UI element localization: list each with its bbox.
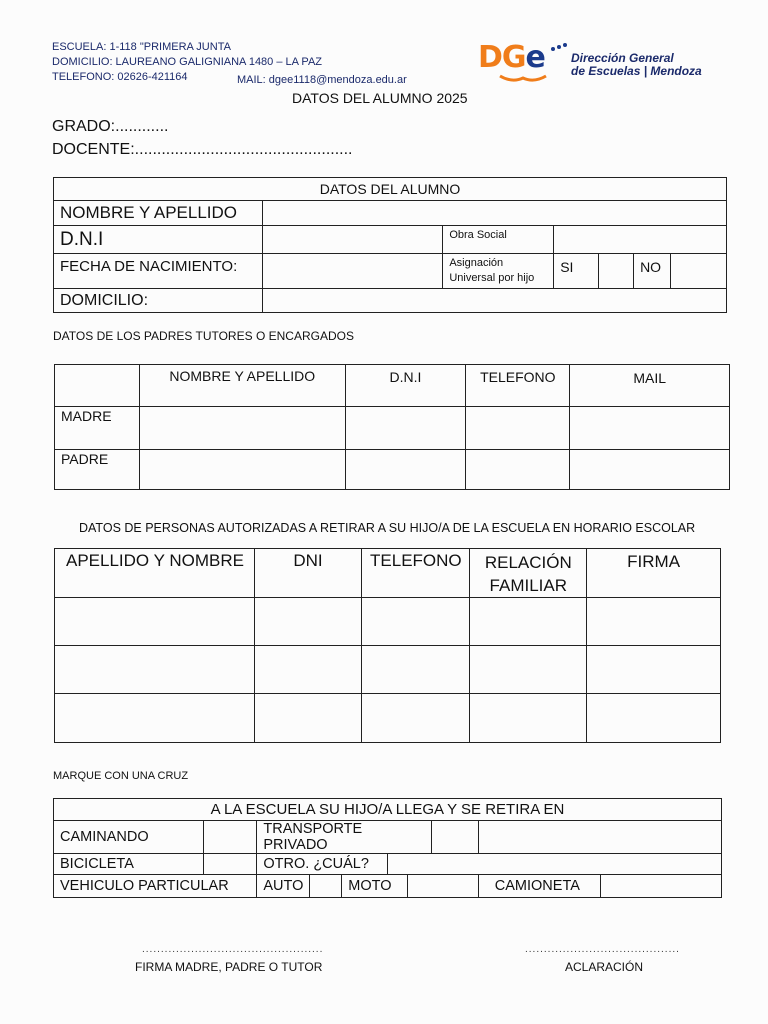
authorized-2-dni[interactable] [254,646,362,694]
father-dni-input[interactable] [345,450,466,490]
obra-social-label: Obra Social [443,226,554,254]
obra-social-input[interactable] [554,226,727,254]
student-table-title: DATOS DEL ALUMNO [54,178,727,201]
grade-field[interactable]: GRADO:............ [52,118,169,135]
student-name-label: NOMBRE Y APELLIDO [54,201,263,226]
school-mail: MAIL: dgee1118@mendoza.edu.ar [237,74,407,86]
transport-table [53,798,722,898]
school-name: ESCUELA: 1-118 "PRIMERA JUNTA [52,41,231,53]
auh-label: Asignación Universal por hijo [443,254,554,289]
car-label: VEHICULO PARTICULAR [54,875,257,898]
authorized-3-relation[interactable] [470,694,587,743]
walking-checkbox[interactable] [203,821,257,854]
authorized-2-name[interactable] [55,646,255,694]
authorized-2-signature[interactable] [587,646,721,694]
teacher-field[interactable]: DOCENTE:................................................. [52,141,353,158]
private-transport-detail[interactable] [478,821,721,854]
authorized-1-signature[interactable] [587,598,721,646]
authorized-header-relation: RELACIÓN FAMILIAR [470,549,587,598]
logo-line-2: de Escuelas | Mendoza [571,64,702,78]
logo-line-1: Dirección General [571,51,674,65]
auto-label: AUTO [257,875,310,898]
private-transport-label: TRANSPORTE PRIVADO [257,821,432,854]
bike-label: BICICLETA [54,854,204,875]
authorized-3-name[interactable] [55,694,255,743]
student-dni-label: D.N.I [54,226,263,254]
auto-checkbox[interactable] [310,875,342,898]
table-row [55,598,721,646]
signature-label: FIRMA MADRE, PADRE O TUTOR [135,960,323,974]
table-row [55,407,730,450]
other-label: OTRO. ¿CUÁL? [257,854,388,875]
birth-date-input[interactable] [262,254,443,289]
authorized-1-relation[interactable] [470,598,587,646]
student-dni-input[interactable] [262,226,443,254]
moto-checkbox[interactable] [408,875,479,898]
auh-si-checkbox[interactable] [599,254,634,289]
authorized-2-relation[interactable] [470,646,587,694]
auh-no-checkbox[interactable] [671,254,727,289]
transport-title: A LA ESCUELA SU HIJO/A LLEGA Y SE RETIRA EN [54,799,722,821]
school-address: DOMICILIO: LAUREANO GALIGNIANA 1480 – LA PAZ [52,56,323,68]
dots-icon [550,42,568,52]
mother-dni-input[interactable] [345,407,466,450]
dge-logo: DGe Dirección General de Escuelas | Mendoza [478,40,718,90]
mark-instruction: MARQUE CON UNA CRUZ [53,770,189,782]
private-transport-checkbox[interactable] [432,821,479,854]
authorized-header-signature: FIRMA [587,549,721,598]
parents-section-title: DATOS DE LOS PADRES TUTORES O ENCARGADOS [53,329,354,343]
mother-mail-input[interactable] [570,407,730,450]
authorized-1-phone[interactable] [362,598,470,646]
authorized-header-name: APELLIDO Y NOMBRE [55,549,255,598]
mother-label: MADRE [55,407,140,450]
table-row [55,450,730,490]
student-table [53,177,727,313]
parents-header-phone: TELEFONO [466,365,570,407]
father-phone-input[interactable] [466,450,570,490]
auh-no-label: NO [634,254,671,289]
father-label: PADRE [55,450,140,490]
table-row [55,694,721,743]
student-address-label: DOMICILIO: [54,289,263,313]
bike-checkbox[interactable] [203,854,257,875]
student-address-input[interactable] [262,289,726,313]
school-phone: TELEFONO: 02626-421164 [52,71,188,83]
document-title: DATOS DEL ALUMNO 2025 [292,90,468,106]
mother-name-input[interactable] [139,407,345,450]
truck-label: CAMIONETA [478,875,600,898]
other-input[interactable] [388,854,722,875]
moto-label: MOTO [342,875,408,898]
student-name-input[interactable] [262,201,726,226]
authorized-header-phone: TELEFONO [362,549,470,598]
parents-header-dni: D.N.I [345,365,466,407]
mother-phone-input[interactable] [466,407,570,450]
authorized-3-dni[interactable] [254,694,362,743]
authorized-1-dni[interactable] [254,598,362,646]
parents-header-name: NOMBRE Y APELLIDO [139,365,345,407]
truck-checkbox[interactable] [600,875,721,898]
authorized-1-name[interactable] [55,598,255,646]
table-row [55,646,721,694]
signature-line[interactable]: ................................................ [142,944,324,955]
parents-header-mail: MAIL [570,365,730,407]
father-mail-input[interactable] [570,450,730,490]
auh-si-label: SI [554,254,599,289]
birth-date-label: FECHA DE NACIMIENTO: [54,254,263,289]
father-name-input[interactable] [139,450,345,490]
walking-label: CAMINANDO [54,821,204,854]
authorized-table [54,548,721,743]
parents-header-empty [55,365,140,407]
authorized-section-title: DATOS DE PERSONAS AUTORIZADAS A RETIRAR A SU HIJO/A DE LA ESCUELA EN HORARIO ESCOLAR [79,521,696,535]
parents-table [54,364,730,490]
book-icon [498,74,548,84]
clarification-line[interactable]: ......................................... [525,944,680,955]
authorized-3-signature[interactable] [587,694,721,743]
authorized-3-phone[interactable] [362,694,470,743]
authorized-header-dni: DNI [254,549,362,598]
clarification-label: ACLARACIÓN [565,960,644,974]
authorized-2-phone[interactable] [362,646,470,694]
